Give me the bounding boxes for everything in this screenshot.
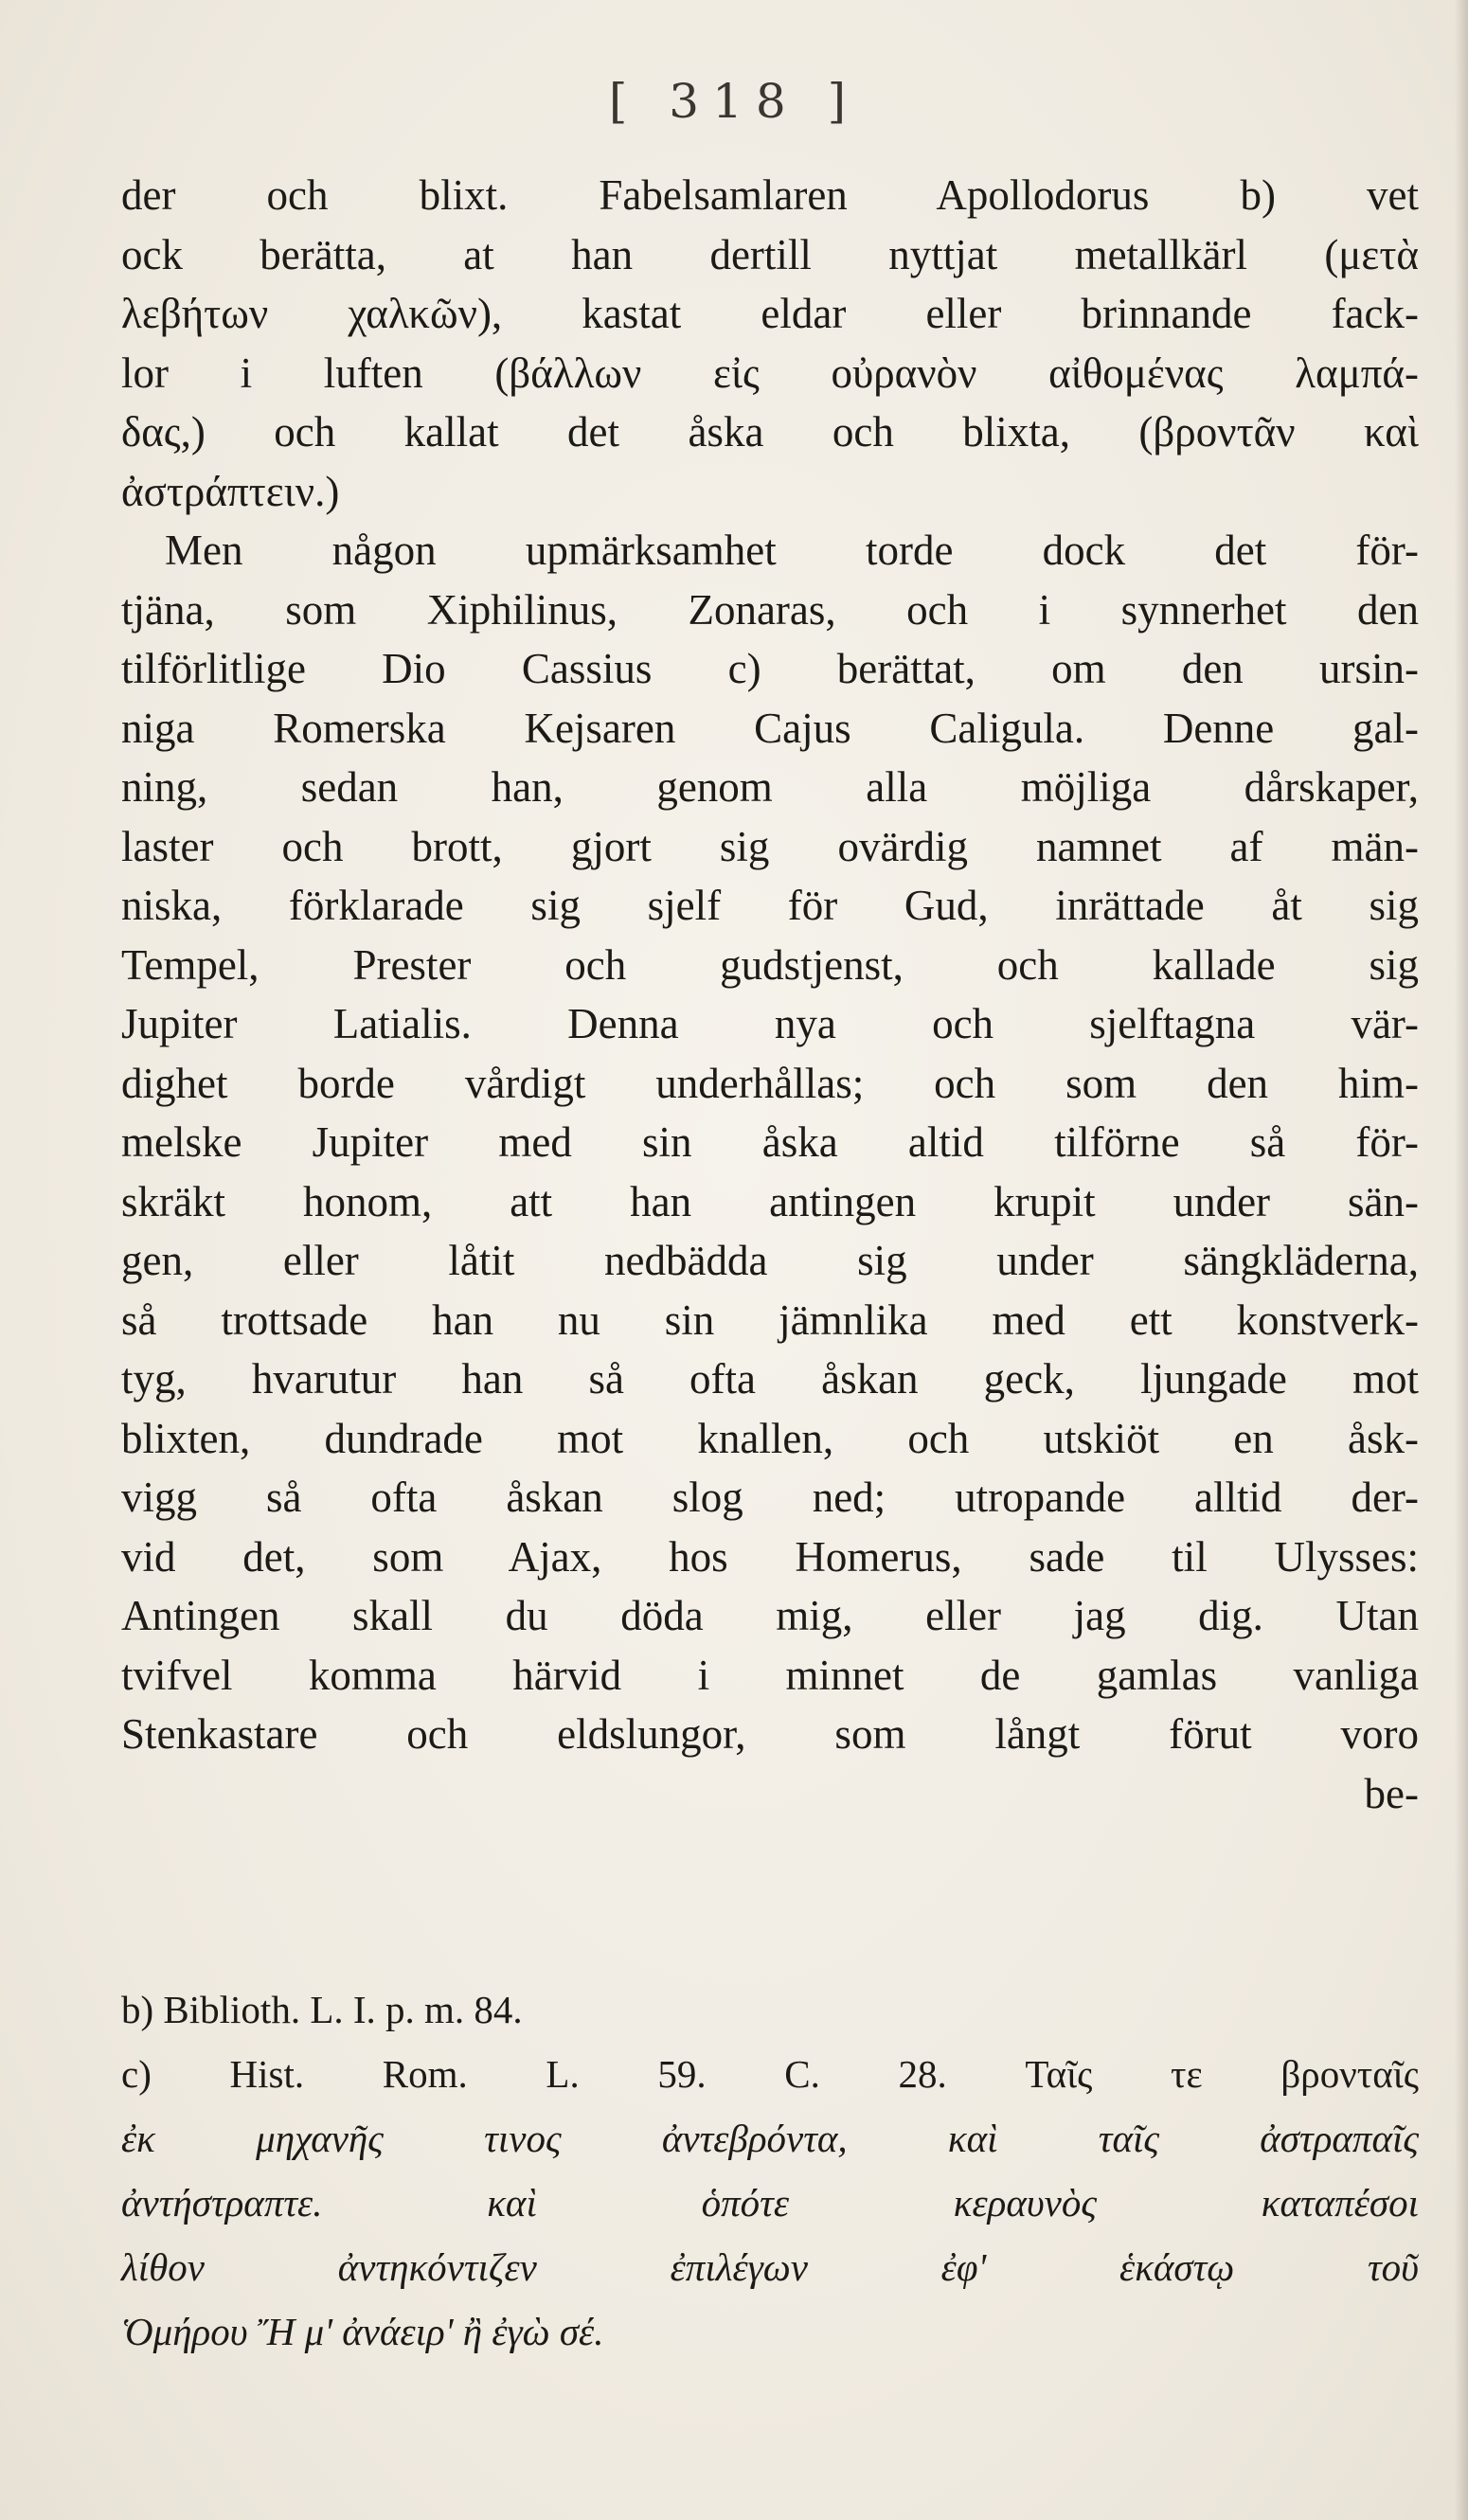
page-number: [ 318 ] xyxy=(608,74,860,129)
text-line: Tempel, Prester och gudstjenst, och kallade sig xyxy=(121,940,1419,989)
text-line: niga Romerska Kejsaren Cajus Caligula. Denne gal- xyxy=(121,704,1419,752)
text-line: Antingen skall du döda mig, eller jag dig. Utan xyxy=(121,1592,1419,1639)
text-line: tilförlitlige Dio Cassius c) berättat, om den ursin- xyxy=(121,645,1419,692)
text-line: ἀστράπτειν.) xyxy=(121,467,340,515)
footnote-greek-line: Ὁμήρου Ἤ μ' ἀνάειρ' ἢ ἐγὼ σέ. xyxy=(121,2310,604,2353)
text-line: der och blixt. Fabelsamlaren Apollodorus b) vet xyxy=(121,171,1419,219)
text-line: ock berätta, at han dertill nyttjat metallkärl (μετὰ xyxy=(121,230,1419,278)
footnotes-block xyxy=(121,1977,1419,2364)
text-line: tjäna, som Xiphilinus, Zonaras, och i synnerhet den xyxy=(121,585,1419,634)
text-line: tvifvel komma härvid i minnet de gamlas vanliga xyxy=(121,1651,1419,1699)
text-line: λεβήτων χαλκῶν), kastat eldar eller brinnande fack- xyxy=(121,290,1419,337)
text-line: tyg, hvarutur han så ofta åskan geck, ljungade mot xyxy=(121,1355,1419,1403)
text-line: blixten, dundrade mot knallen, och utskiöt en åsk- xyxy=(121,1414,1419,1462)
footnote-greek-line: ἀντήστραπτε. καὶ ὁπότε κεραυνὸς καταπέσοι xyxy=(121,2181,1419,2225)
footnote-greek-line: ἐκ μηχανῆς τινος ἀντεβρόντα, καὶ ταῖς ἀστραπαῖς xyxy=(121,2117,1419,2160)
text-line: så trottsade han nu sin jämnlika med ett konstverk- xyxy=(121,1296,1419,1344)
text-line: vid det, som Ajax, hos Homerus, sade til Ulysses: xyxy=(121,1532,1419,1581)
main-text-block xyxy=(121,166,1419,1823)
text-line: dighet borde vårdigt underhållas; och som den him- xyxy=(121,1059,1419,1107)
footnote-c: c) Hist. Rom. L. 59. C. 28. Ταῖς τε βρονταῖς xyxy=(121,2052,1419,2096)
text-line-paragraph-start: Men någon upmärksamhet torde dock det för- xyxy=(165,527,1419,574)
footnote-b: b) Biblioth. L. I. p. m. 84. xyxy=(121,1988,523,2031)
footnote-greek-line: λίθον ἀντηκόντιζεν ἐπιλέγων ἐφ' ἑκάστῳ τοῦ xyxy=(121,2245,1419,2289)
text-line: gen, eller låtit nedbädda sig under sängkläderna, xyxy=(121,1237,1419,1284)
text-line: ning, sedan han, genom alla möjliga dårskaper, xyxy=(121,763,1419,811)
text-line: lor i luften (βάλλων εἰς οὐρανὸν αἰθομένας λαμπά- xyxy=(121,349,1419,397)
text-line: δας,) och kallat det åska och blixta, (βροντᾶν καὶ xyxy=(121,408,1419,456)
text-line: Stenkastare och eldslungor, som långt förut voro xyxy=(121,1710,1419,1758)
text-line: vigg så ofta åskan slog ned; utropande alltid der- xyxy=(121,1474,1419,1521)
text-line: skräkt honom, att han antingen krupit under sän- xyxy=(121,1177,1419,1225)
page-edge-shadow xyxy=(1455,0,1468,2520)
text-line: Jupiter Latialis. Denna nya och sjelftagna vär- xyxy=(121,1000,1419,1047)
text-line: laster och brott, gjort sig ovärdig namnet af män- xyxy=(121,822,1419,870)
catchword: be- xyxy=(1364,1769,1419,1817)
text-line: niska, förklarade sig sjelf för Gud, inrättade åt sig xyxy=(121,882,1419,929)
text-line: melske Jupiter med sin åska altid tilförne så för- xyxy=(121,1118,1419,1166)
